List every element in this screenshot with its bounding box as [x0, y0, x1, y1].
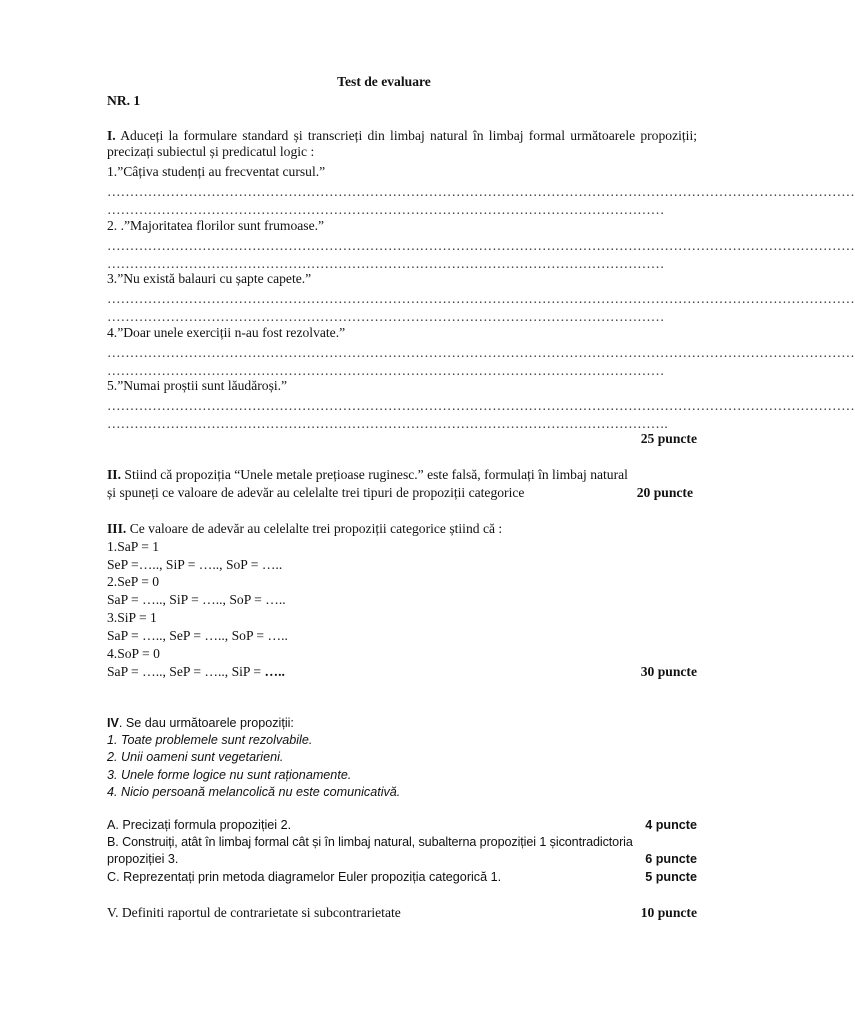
s3-line: SaP = ….., SeP = ….., SoP = …..: [107, 628, 288, 643]
s3-last-blank: …..: [264, 664, 285, 679]
section-1-number: I.: [107, 128, 116, 143]
section-3-intro: [107, 521, 697, 537]
s3-line: 4.SoP = 0: [107, 646, 160, 661]
section-4-intro: [107, 715, 697, 731]
section-2-number: II.: [107, 467, 121, 482]
s4-prop-4: 4. Nicio persoană melancolică nu este comunicativă.: [107, 785, 401, 799]
s1-item-3: 3.”Nu există balauri cu șapte capete.”: [107, 271, 312, 286]
s4-task-b-line-2: propoziției 3.: [107, 852, 179, 866]
section-1-intro: [107, 128, 697, 160]
s3-last-line: [107, 664, 697, 680]
section-1-instructions: Aduceți la formulare standard și transcrieți din limbaj natural în limbaj formal următoarele propoziții; precizați subiectul și predicatul logic :: [107, 128, 697, 159]
answer-line: …………………………………………………………………………………………………………………………………………………: [107, 398, 855, 413]
s1-item-5: 5.”Numai proștii sunt lăudăroși.”: [107, 378, 288, 393]
s4-task-c-points: 5 puncte: [645, 870, 697, 884]
s4-prop-3: 3. Unele forme logice nu sunt raționamente.: [107, 768, 352, 782]
section-5-text: V. Definiti raportul de contrarietate si subcontrarietate: [107, 905, 401, 920]
answer-line: …………………………………………………………………………………………………………………………………………………: [107, 184, 855, 199]
section-4-number: IV: [107, 716, 119, 730]
answer-line: …………………………………………………………………………………………………………………………………………………: [107, 238, 855, 253]
s4-task-b-points: 6 puncte: [645, 852, 697, 866]
s4-prop-2: 2. Unii oameni sunt vegetarieni.: [107, 750, 284, 764]
section-2-line-1: [107, 467, 697, 483]
answer-line: ……………………………………………………………………………………………………………: [107, 202, 665, 217]
s3-line: 3.SiP = 1: [107, 610, 157, 625]
answer-line: …………………………………………………………………………………………………………………………………………………: [107, 291, 855, 306]
s1-item-2: 2. .”Majoritatea florilor sunt frumoase.”: [107, 218, 325, 233]
section-3-instructions: Ce valoare de adevăr au celelalte trei propoziții categorice știind că :: [129, 521, 503, 536]
answer-line: …………………………………………………………………………………………………………….: [107, 416, 668, 431]
s3-line: 1.SaP = 1: [107, 539, 160, 554]
test-title: Test de evaluare: [337, 74, 431, 89]
test-number: NR. 1: [107, 93, 141, 108]
section-5-points: 10 puncte: [640, 905, 697, 920]
section-3-number: III.: [107, 521, 127, 536]
s1-item-1: 1.”Câțiva studenți au frecventat cursul.”: [107, 164, 326, 179]
s3-line: SaP = ….., SiP = ….., SoP = …..: [107, 592, 286, 607]
section-1-points: 25 puncte: [640, 431, 697, 446]
answer-line: ……………………………………………………………………………………………………………: [107, 363, 665, 378]
answer-line: ……………………………………………………………………………………………………………: [107, 256, 665, 271]
answer-line: ……………………………………………………………………………………………………………: [107, 309, 665, 324]
section-2-line-2: și spuneți ce valoare de adevăr au celelalte trei tipuri de propoziții categorice: [107, 485, 525, 500]
section-3-points: 30 puncte: [640, 664, 697, 679]
s1-item-4: 4.”Doar unele exerciții n-au fost rezolvate.”: [107, 325, 346, 340]
s4-prop-1: 1. Toate problemele sunt rezolvabile.: [107, 733, 313, 747]
s4-task-b-line-1: B. Construiți, atât în limbaj formal cât și în limbaj natural, subalterna propoziției 1 șicontradictoria: [107, 835, 633, 849]
s4-task-a: A. Precizați formula propoziției 2.: [107, 818, 292, 832]
s3-line: 2.SeP = 0: [107, 574, 160, 589]
s4-task-c: C. Reprezentați prin metoda diagramelor Euler propoziția categorică 1.: [107, 870, 502, 884]
section-2-points: 20 puncte: [636, 485, 693, 500]
s3-last-text: SaP = ….., SeP = ….., SiP =: [107, 664, 265, 679]
section-4-instructions: . Se dau următoarele propoziții:: [118, 716, 294, 730]
s3-line: SeP =….., SiP = ….., SoP = …..: [107, 557, 283, 572]
s4-task-a-points: 4 puncte: [645, 818, 697, 832]
section-2-text: Stiind că propoziția “Unele metale prețioase ruginesc.” este falsă, formulați în limbaj natural: [124, 467, 628, 482]
answer-line: …………………………………………………………………………………………………………………………………………………: [107, 345, 855, 360]
